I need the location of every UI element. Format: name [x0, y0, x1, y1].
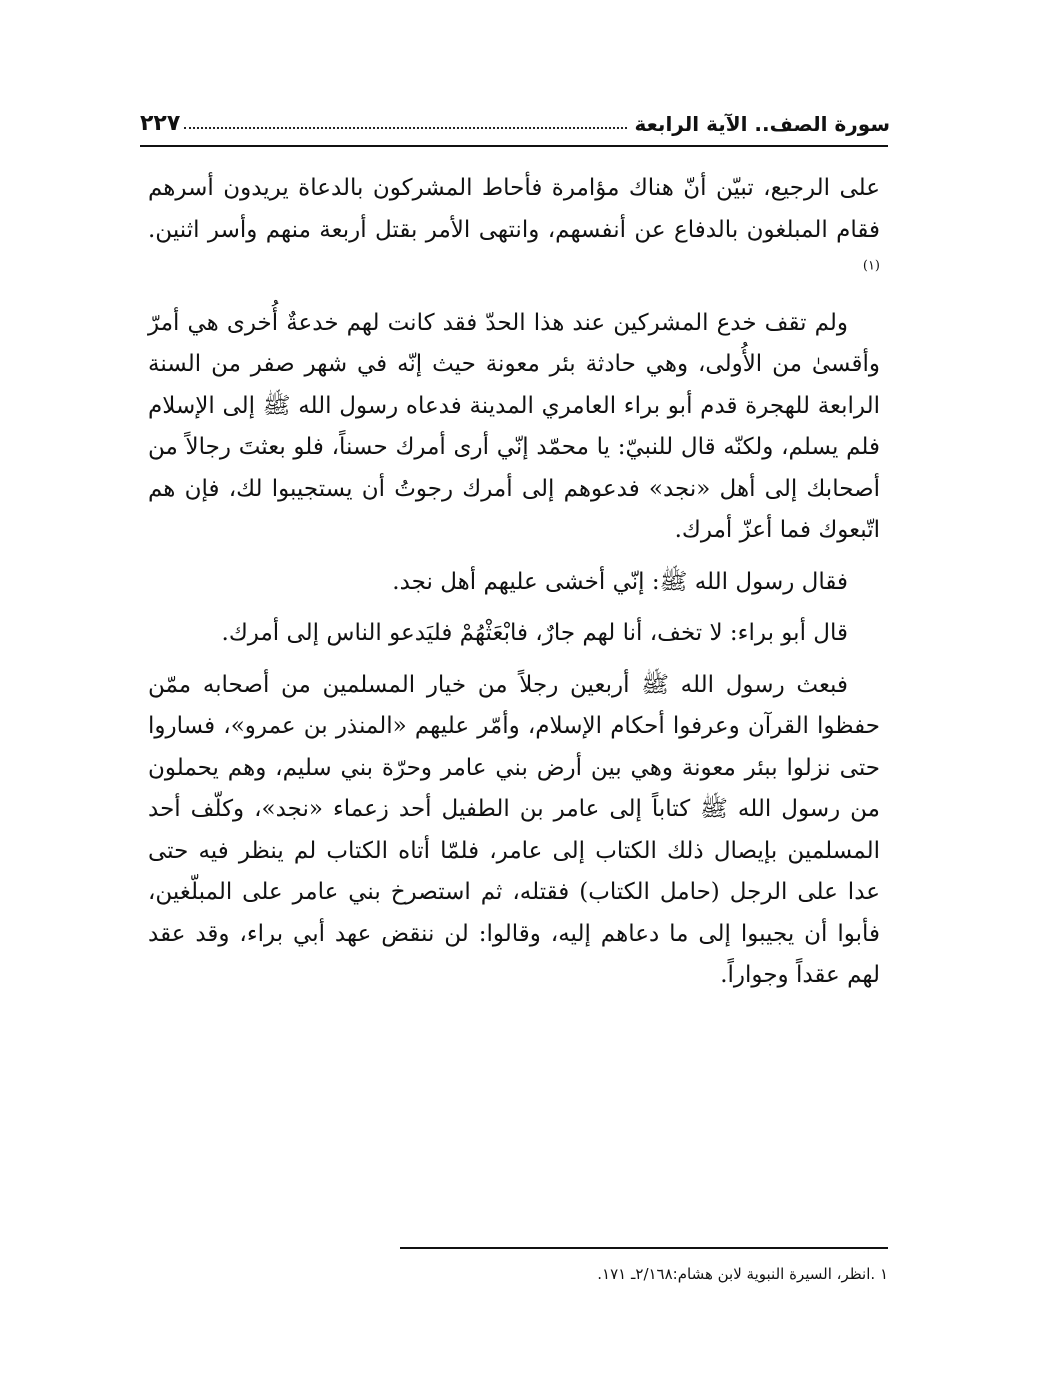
page-number: ٢٢٧ [140, 111, 181, 136]
paragraph-3: فقال رسول الله ﷺ: إنّي أخشى عليهم أهل نجد. [392, 568, 848, 595]
paragraph-1-text: على الرجيع، تبيّن أنّ هناك مؤامرة فأحاط المشركون بالدعاة يريدون أسرهم فقام المبلغون بالدفاع عن أنفسهم، وانتهى الأمر بقتل أربعة منهم وأسر اثنين. [148, 175, 880, 243]
header-divider [140, 145, 888, 147]
header-leader-dots [184, 127, 626, 129]
footnote-reference[interactable]: (١) [862, 258, 880, 274]
footnote-divider [400, 1247, 888, 1249]
paragraph-4: قال أبو براء: لا تخف، أنا لهم جارٌ، فابْعَثْهُمْ فليَدعو الناس إلى أمرك. [221, 620, 848, 646]
paragraph-1 [148, 168, 880, 293]
main-text [148, 168, 880, 1007]
footnote: ١ .انظر، السيرة النبوية لابن هشام:٢/١٦٨ـ ١٧١. [597, 1265, 888, 1283]
paragraph-2: ولم تقف خدع المشركين عند هذا الحدّ فقد كانت لهم خدعةٌ أُخرى هي أمرّ وأقسىٰ من الأُولى، وهي حادثة بئر معونة حيث إنّه في شهر صفر من السنة الرابعة للهجرة قدم أبو براء العامري المدينة فدعاه رسول الله ﷺ إلى الإسلام فلم يسلم، ولكنّه قال للنبيّ: يا محمّد إنّي أرى أمرك حسناً، فلو بعثتَ رجالاً من أصحابك إلى أهل «نجد» فدعوهم إلى أمرك رجوتُ أن يستجيبوا لك، فإن هم اتّبعوك فما أعزّ أمرك. [148, 309, 880, 543]
paragraph-5: فبعث رسول الله ﷺ أربعين رجلاً من خيار المسلمين من أصحابه ممّن حفظوا القرآن وعرفوا أحكام الإسلام، وأمّر عليهم «المنذر بن عمرو»، فساروا حتى نزلوا ببئر معونة وهي بين أرض بني عامر وحرّة بني سليم، وهم يحملون من رسول الله ﷺ كتاباً إلى عامر بن الطفيل أحد زعماء «نجد»، وكلّف أحد المسلمين بإيصال ذلك الكتاب إلى عامر، فلمّا أتاه الكتاب لم ينظر فيه حتى عدا على الرجل (حامل الكتاب) فقتله، ثم استصرخ بني عامر على المبلّغين، فأبوا أن يجيبوا إلى ما دعاهم إليه، وقالوا: لن ننقض عهد أبي براء، وقد عقد لهم عقداً وجواراً. [148, 671, 880, 988]
page-header [140, 96, 890, 136]
running-title: سورة الصف.. الآية الرابعة [634, 112, 890, 136]
